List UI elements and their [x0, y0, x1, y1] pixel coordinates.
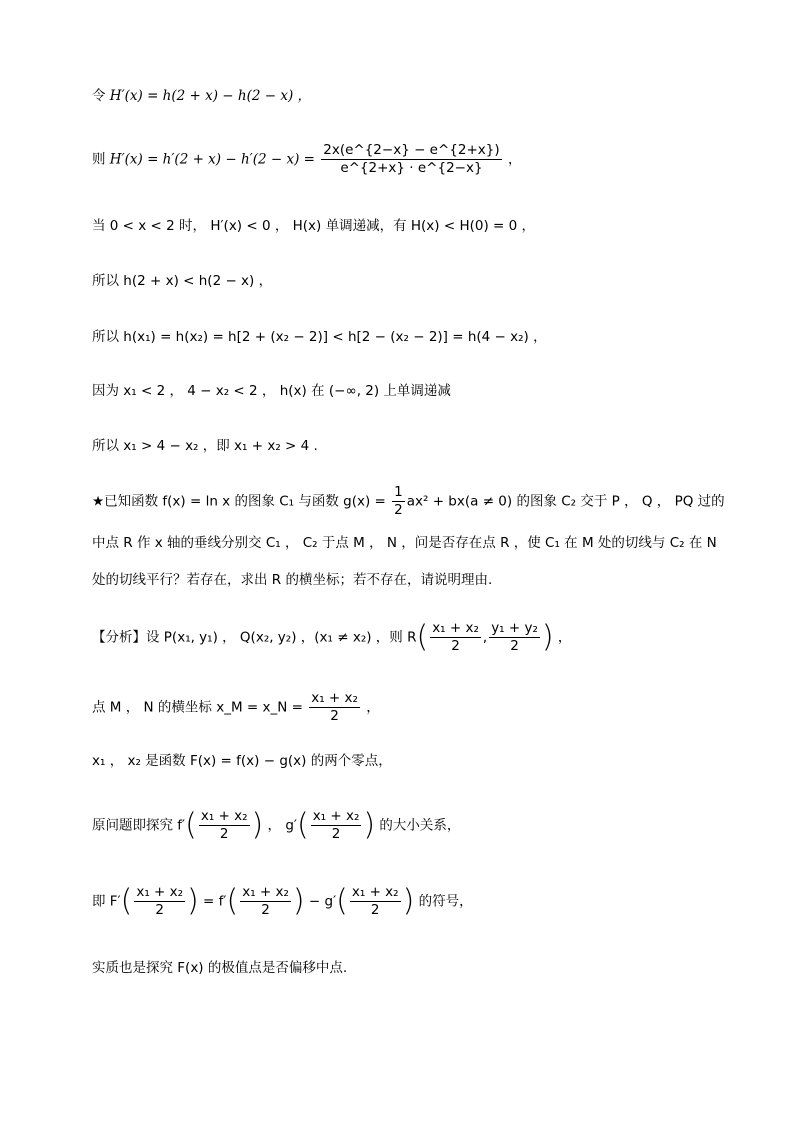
- numerator: 1: [394, 484, 403, 500]
- numerator: x₁ + x₂: [311, 690, 358, 706]
- text: ，: [507, 151, 522, 168]
- fraction: [321, 142, 501, 177]
- formula: H′(x) = h(2 + x) − h(2 − x) ，: [109, 88, 312, 104]
- line-1: [92, 86, 311, 106]
- text: = f′: [198, 893, 227, 910]
- text: 的符号，: [414, 893, 473, 910]
- line-7: 所以 x₁ > 4 − x₂ ，即 x₁ + x₂ > 4 .: [92, 438, 318, 454]
- numerator: x₁ + x₂: [200, 808, 248, 824]
- line-5: 所以 h(x₁) = h(x₂) = h[2 + (x₂ − 2)] < h[2 − (x₂ − 2)] = h(4 − x₂) ，: [92, 329, 547, 345]
- fraction: [392, 484, 405, 519]
- paren: ): [363, 807, 376, 843]
- denominator: 2: [219, 825, 229, 842]
- paren: ): [251, 807, 264, 843]
- analysis-line-4: [92, 808, 460, 843]
- denominator: e^{2+x} · e^{2−x}: [340, 159, 483, 176]
- text: 令: [92, 88, 110, 104]
- numerator: 2x(e^{2−x} − e^{2+x}): [323, 142, 500, 158]
- text: 的大小关系，: [375, 817, 461, 834]
- paren: (: [226, 883, 239, 919]
- analysis-line-3: x₁ ， x₂ 是函数 F(x) = f(x) − g(x) 的两个零点，: [92, 753, 392, 769]
- text: ax² + bx(a ≠ 0) 的图象 C₂ 交于 P ， Q ， PQ 过的: [406, 493, 725, 510]
- numerator: y₁ + y₂: [491, 620, 538, 636]
- paren: ): [541, 619, 554, 655]
- fraction: [240, 884, 291, 919]
- numerator: x₁ + x₂: [242, 884, 289, 900]
- fraction: [199, 808, 250, 843]
- formula: H′(x) = h′(2 + x) − h′(2 − x) =: [109, 151, 320, 168]
- denominator: 2: [155, 901, 164, 918]
- text: 即 F′: [92, 893, 121, 910]
- text: 点 M ， N 的横坐标 x_M = x_N =: [92, 699, 308, 716]
- denominator: 2: [394, 501, 403, 518]
- text: ，: [361, 699, 380, 716]
- line-6: 因为 x₁ < 2 ， 4 − x₂ < 2 ， h(x) 在 (−∞, 2) 上单调递减: [92, 383, 451, 399]
- text: ★已知函数 f(x) = ln x 的图象 C₁ 与函数 g(x) =: [92, 493, 391, 510]
- denominator: 2: [330, 707, 339, 724]
- paren: (: [296, 807, 309, 843]
- fraction: [134, 884, 185, 919]
- paren: ): [187, 883, 199, 919]
- denominator: 2: [510, 637, 519, 654]
- problem-line-3: 处的切线平行？若存在，求出 R 的横坐标；若不存在，请说明理由.: [92, 572, 493, 588]
- problem-line-2: 中点 R 作 x 轴的垂线分别交 C₁ ， C₂ 于点 M ， N ，问是否存在点 R ，使 C₁ 在 M 处的切线与 C₂ 在 N: [92, 535, 717, 551]
- text: ， g′: [263, 817, 297, 834]
- numerator: x₁ + x₂: [136, 884, 184, 900]
- fraction: [350, 884, 401, 919]
- denominator: 2: [451, 637, 460, 654]
- fraction: [311, 808, 362, 843]
- numerator: x₁ + x₂: [351, 884, 399, 900]
- numerator: x₁ + x₂: [432, 620, 479, 636]
- text: 【分析】设 P(x₁, y₁) ， Q(x₂, y₂) ，(x₁ ≠ x₂) ，则 R: [92, 629, 417, 646]
- line-2: [92, 142, 521, 177]
- fraction: [430, 620, 481, 655]
- paren: (: [416, 619, 429, 655]
- line-4: 所以 h(2 + x) < h(2 − x) ，: [92, 273, 273, 289]
- analysis-line-6: 实质也是探究 F(x) 的极值点是否偏移中点.: [92, 960, 348, 976]
- denominator: 2: [331, 825, 341, 842]
- problem-line-1: [92, 484, 725, 519]
- analysis-line-1: 【分析】设 P(x₁, y₁) ， Q(x₂, y₂) ，(x₁ ≠ x₂) ，则 R( $\frac{\text{x₁ + x₂}}{2}$ , $\frac{\text{y₁ + y₂}}{2}$ ) ，: [92, 619, 572, 655]
- paren: (: [120, 883, 133, 919]
- paren: ): [292, 883, 305, 919]
- text: ，: [553, 629, 572, 646]
- text: 原问题即探究 f′: [92, 817, 186, 834]
- fraction: [489, 620, 540, 655]
- fraction: [309, 690, 360, 725]
- analysis-line-5: [92, 884, 473, 919]
- denominator: 2: [261, 901, 270, 918]
- line-3: 当 0 < x < 2 时， H′(x) < 0 ， H(x) 单调递减，有 H(x) < H(0) = 0 ，: [92, 218, 536, 234]
- paren: (: [336, 883, 348, 919]
- text: − g′: [304, 893, 337, 910]
- analysis-line-2: [92, 690, 380, 725]
- denominator: 2: [370, 901, 380, 918]
- numerator: x₁ + x₂: [312, 808, 360, 824]
- text: 则: [92, 151, 110, 168]
- paren: (: [185, 807, 197, 843]
- paren: ): [402, 883, 415, 919]
